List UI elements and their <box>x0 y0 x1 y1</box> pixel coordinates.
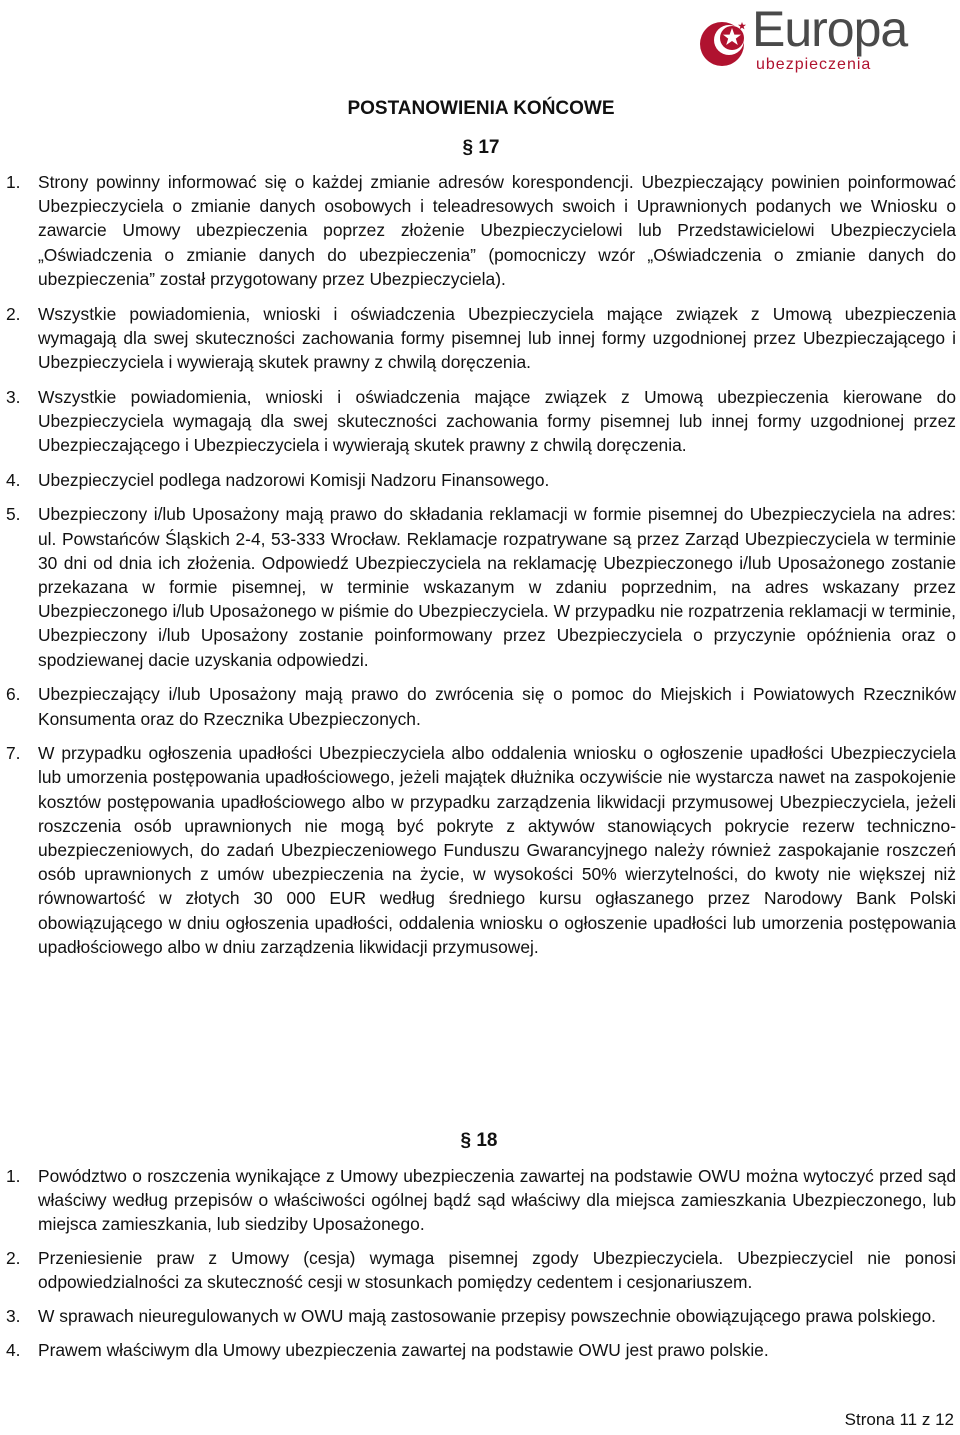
item-text: Ubezpieczony i/lub Uposażony mają prawo do składania reklamacji w formie pisemnej do Ubezpieczyciela na adres: ul. Powstańców Śląskich 2-4, 53-333 Wrocław. Reklamacje rozpatrywane są przez Zarząd Ubezpieczyciela w terminie 30 dni od dnia ich złożenia. Odpowiedź Ubezpieczyciela na reklamację Ubezpieczonego i/lub Uposażonego zostanie przekazana w formie pisemnej, w terminie wskazanym w zdaniu poprzednim, na adres wskazany przez Ubezpieczonego i/lub Uposażonego w piśmie do Ubezpieczyciela. W przypadku nie rozpatrzenia reklamacji w terminie, Ubezpieczony i/lub Uposażony zostanie poinformowany przez Ubezpieczyciela o przyczynie opóźnienia oraz o spodziewanej dacie uzyskania odpowiedzi. <box>38 504 956 670</box>
section-17-heading: § 17 <box>462 137 500 158</box>
item-number: 5. <box>6 504 21 525</box>
list-item <box>6 385 956 458</box>
section-17-list <box>6 170 956 970</box>
item-number: 2. <box>6 303 21 324</box>
list-item <box>6 170 956 291</box>
item-text: Strony powinny informować się o każdej zmianie adresów korespondencji. Ubezpieczający powinien poinformować Ubezpieczyciela o zmianie danych osobowych i teleadresowych swoich i Uprawnionych podanych we Wniosku o zawarcie Umowy ubezpieczenia poprzez złożenie Ubezpieczycielowi lub Przedstawicielowi Ubezpieczyciela „Oświadczenia o zmianie danych do ubezpieczenia” (pomocniczy wzór „Oświadczenia o zmianie danych do ubezpieczenia” został przygotowany przez Ubezpieczyciela). <box>38 172 956 289</box>
item-text: Wszystkie powiadomienia, wnioski i oświadczenia Ubezpieczyciela mające związek z Umową ubezpieczenia wymagają dla swej skuteczności zachowania formy pisemnej lub innej formy uzgodnionej przez Ubezpieczającego i Ubezpieczyciela i wywierają skutek prawny z chwilą doręczenia. <box>38 303 956 372</box>
list-item <box>6 468 956 492</box>
document-title: POSTANOWIENIA KOŃCOWE <box>347 98 615 119</box>
item-text: Prawem właściwym dla Umowy ubezpieczenia zawartej na podstawie OWU jest prawo polskie. <box>38 1339 769 1360</box>
item-number: 1. <box>6 1166 21 1186</box>
page-number: Strona 11 z 12 <box>844 1410 954 1429</box>
item-number: 3. <box>6 386 21 407</box>
list-item <box>6 1246 956 1294</box>
item-text: Ubezpieczający i/lub Uposażony mają prawo do zwrócenia się o pomoc do Miejskich i Powiatowych Rzeczników Konsumenta oraz do Rzecznika Ubezpieczonych. <box>38 684 956 729</box>
section-18-list <box>6 1164 956 1371</box>
item-number: 4. <box>6 1339 21 1360</box>
europa-star-logo-icon <box>696 16 752 72</box>
list-item <box>6 1338 956 1362</box>
item-number: 2. <box>6 1248 21 1269</box>
list-item <box>6 741 956 959</box>
list-item <box>6 1164 956 1237</box>
list-item <box>6 1304 956 1328</box>
item-text: Przeniesienie praw z Umowy (cesja) wymaga pisemnej zgody Ubezpieczyciela. Ubezpieczyciel nie ponosi odpowiedzialności za skuteczność cesji w stosunkach pomiędzy cedentem i cesjonariuszem. <box>38 1248 956 1293</box>
brand-tagline: ubezpieczenia <box>756 56 872 73</box>
item-text: Ubezpieczyciel podlega nadzorowi Komisji Nadzoru Finansowego. <box>38 469 550 490</box>
item-number: 7. <box>6 743 21 764</box>
section-18-heading: § 18 <box>460 1130 498 1151</box>
europa-logo <box>696 1 954 78</box>
list-item <box>6 682 956 730</box>
item-text: Wszystkie powiadomienia, wnioski i oświadczenia mające związek z Umową ubezpieczenia kierowane do Ubezpieczyciela wymagają dla swej skuteczności zachowania formy pisemnej lub innej formy uzgodnionej przez Ubezpieczającego i Ubezpieczyciela i wywierają skutek prawny z chwilą doręczenia. <box>38 386 956 456</box>
brand-name: Europa <box>752 1 908 57</box>
list-item <box>6 502 956 671</box>
item-text: Powództwo o roszczenia wynikające z Umowy ubezpieczenia zawartej na podstawie OWU można wytoczyć przed sąd właściwy według przepisów o właściwości ogólnej bądź sąd właściwy dla miejsca zamieszkania Ubezpieczonego, lub miejsca zamieszkania, lub siedziby Uposażonego. <box>38 1166 956 1235</box>
item-number: 6. <box>6 684 21 705</box>
list-item <box>6 302 956 375</box>
item-number: 3. <box>6 1306 21 1327</box>
item-number: 1. <box>6 172 21 192</box>
item-text: W sprawach nieuregulowanych w OWU mają zastosowanie przepisy powszechnie obowiązującego prawa polskiego. <box>38 1306 936 1327</box>
item-number: 4. <box>6 469 21 490</box>
item-text: W przypadku ogłoszenia upadłości Ubezpieczyciela albo oddalenia wniosku o ogłoszenie upadłości Ubezpieczyciela lub umorzenia postępowania upadłościowego, jeżeli majątek dłużnika oczywiście nie wystarcza nawet na zaspokojenie kosztów postępowania upadłościowego albo w przypadku zarządzenia likwidacji przymusowej Ubezpieczyciela, jeżeli roszczenia osób uprawnionych nie mogą być pokryte z aktywów stanowiących pokrycie rezerw techniczno-ubezpieczeniowych, do zadań Ubezpieczeniowego Funduszu Gwarancyjnego należy również zaspokajanie roszczeń osób uprawnionych z umów ubezpieczenia na życie, w wysokości 50% wierzytelności, do kwoty nie większej niż równowartość w złotych 30 000 EUR według średniego kursu ogłaszanego przez Narodowy Bank Polski obowiązującego w dniu ogłoszenia upadłości, oddalenia wniosku o ogłoszenie upadłości lub umorzenia postępowania upadłościowego albo w dniu zarządzenia likwidacji przymusowej. <box>38 743 956 957</box>
